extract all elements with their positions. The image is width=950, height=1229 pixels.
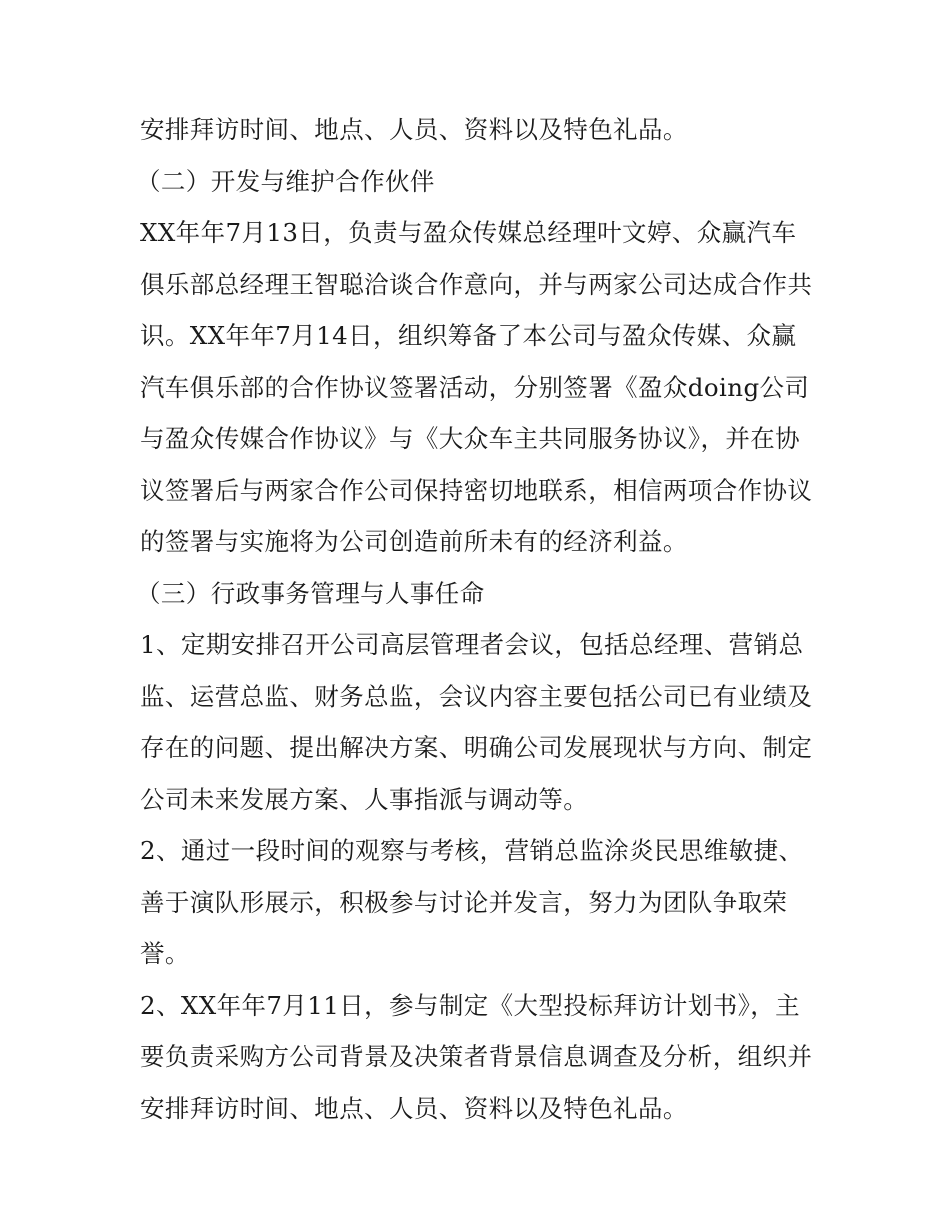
text-line: 2、XX年年7月11日，参与制定《大型投标拜访计划书》，主 <box>140 990 801 1020</box>
text-line: 监、运营总监、财务总监，会议内容主要包括公司已有业绩及 <box>140 681 813 711</box>
text-line: 安排拜访时间、地点、人员、资料以及特色礼品。 <box>140 115 688 144</box>
text-line: 1、定期安排召开公司高层管理者会议，包括总经理、营销总 <box>140 630 804 659</box>
section-heading-2: （二）开发与维护合作伙伴 <box>136 166 435 196</box>
document-body <box>136 104 820 1134</box>
text-line: 安排拜访时间、地点、人员、资料以及特色礼品。 <box>140 1093 688 1123</box>
text-line: 汽车俱乐部的合作协议签署活动，分别签署《盈众doing公司 <box>140 372 810 402</box>
text-line: 议签署后与两家合作公司保持密切地联系，相信两项合作协议 <box>140 475 813 505</box>
text-line: 存在的问题、提出解决方案、明确公司发展现状与方向、制定 <box>140 733 813 762</box>
text-line: 誉。 <box>140 939 190 968</box>
text-line: 的签署与实施将为公司创造前所未有的经济利益。 <box>140 527 688 556</box>
text-line: 公司未来发展方案、人事指派与调动等。 <box>140 784 589 814</box>
text-line: 与盈众传媒合作协议》与《大众车主共同服务协议》，并在协 <box>140 424 801 453</box>
text-line: 善于演队形展示，积极参与讨论并发言，努力为团队争取荣 <box>140 887 788 917</box>
text-line: XX年年7月13日，负责与盈众传媒总经理叶文婷、众赢汽车 <box>140 218 797 247</box>
text-line: 2、通过一段时间的观察与考核，营销总监涂炎民思维敏捷、 <box>140 836 804 865</box>
text-line: 俱乐部总经理王智聪洽谈合作意向，并与两家公司达成合作共 <box>140 269 813 299</box>
text-line: 识。XX年年7月14日，组织筹备了本公司与盈众传媒、众赢 <box>140 321 797 350</box>
section-heading-3: （三）行政事务管理与人事任命 <box>136 578 485 608</box>
text-line: 要负责采购方公司背景及决策者背景信息调查及分析，组织并 <box>140 1042 813 1071</box>
